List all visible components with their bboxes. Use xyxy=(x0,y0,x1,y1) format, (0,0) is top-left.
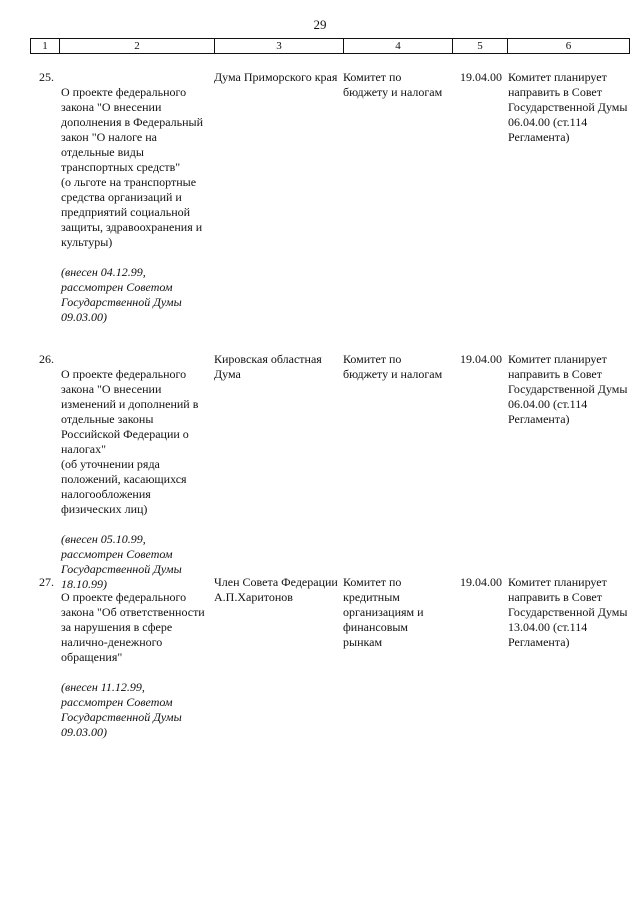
entry-note: (внесен 05.10.99, рассмотрен Советом Государственной Думы 18.10.99) xyxy=(61,532,182,591)
entry-title: О проекте федерального закона "О внесении изменений и дополнений в отдельные законы Российской Федерации о налогах" (об уточнении ряда положений, касающихся налогообложения физических лиц) xyxy=(61,367,199,516)
entry-note: (внесен 11.12.99, рассмотрен Советом Государственной Думы 09.03.00) xyxy=(61,680,182,739)
entry-action: Комитет планирует направить в Совет Государственной Думы 06.04.00 (ст.114 Регламента) xyxy=(508,352,628,426)
entry-title-block xyxy=(61,70,209,340)
entry-title: О проекте федерального закона "Об ответственности за нарушения в сфере налично-денежного обращения" xyxy=(61,590,205,664)
entry-note: (внесен 04.12.99, рассмотрен Советом Государственной Думы 09.03.00) xyxy=(61,265,182,324)
entry-committee: Комитет по кредитным организациям и финансовым рынкам xyxy=(343,575,424,649)
entry-date: 19.04.00 xyxy=(460,352,502,366)
entry-date: 19.04.00 xyxy=(460,575,502,589)
entry-committee: Комитет по бюджету и налогам xyxy=(343,352,443,381)
column-number-row xyxy=(31,39,630,54)
column-number-header xyxy=(30,38,630,54)
entry-author: Дума Приморского края xyxy=(214,70,338,84)
entry-number: 26. xyxy=(39,352,54,366)
entry-committee: Комитет по бюджету и налогам xyxy=(343,70,443,99)
entry-title-block xyxy=(61,352,209,607)
column-number-2: 2 xyxy=(60,39,215,54)
entry-date: 19.04.00 xyxy=(460,70,502,84)
entry-number: 25. xyxy=(39,70,54,84)
column-number-1: 1 xyxy=(31,39,60,54)
column-number-3: 3 xyxy=(215,39,344,54)
entry-action: Комитет планирует направить в Совет Государственной Думы 13.04.00 (ст.114 Регламента) xyxy=(508,575,628,649)
entry-number: 27. xyxy=(39,575,54,589)
entry-action: Комитет планирует направить в Совет Государственной Думы 06.04.00 (ст.114 Регламента) xyxy=(508,70,628,144)
entry-author: Член Совета Федерации А.П.Харитонов xyxy=(214,575,338,604)
page-number: 29 xyxy=(313,17,327,32)
entry-author: Кировская областная Дума xyxy=(214,352,322,381)
entry-title: О проекте федерального закона "О внесении дополнения в Федеральный закон "О налоге на отдельные виды транспортных средств" (о льготе на транспортные средства организаций и предприятий социальной защиты, здравоохранения и культуры) xyxy=(61,85,204,249)
column-number-6: 6 xyxy=(508,39,630,54)
column-number-5: 5 xyxy=(453,39,508,54)
entry-title-block xyxy=(61,575,209,755)
column-number-4: 4 xyxy=(344,39,453,54)
